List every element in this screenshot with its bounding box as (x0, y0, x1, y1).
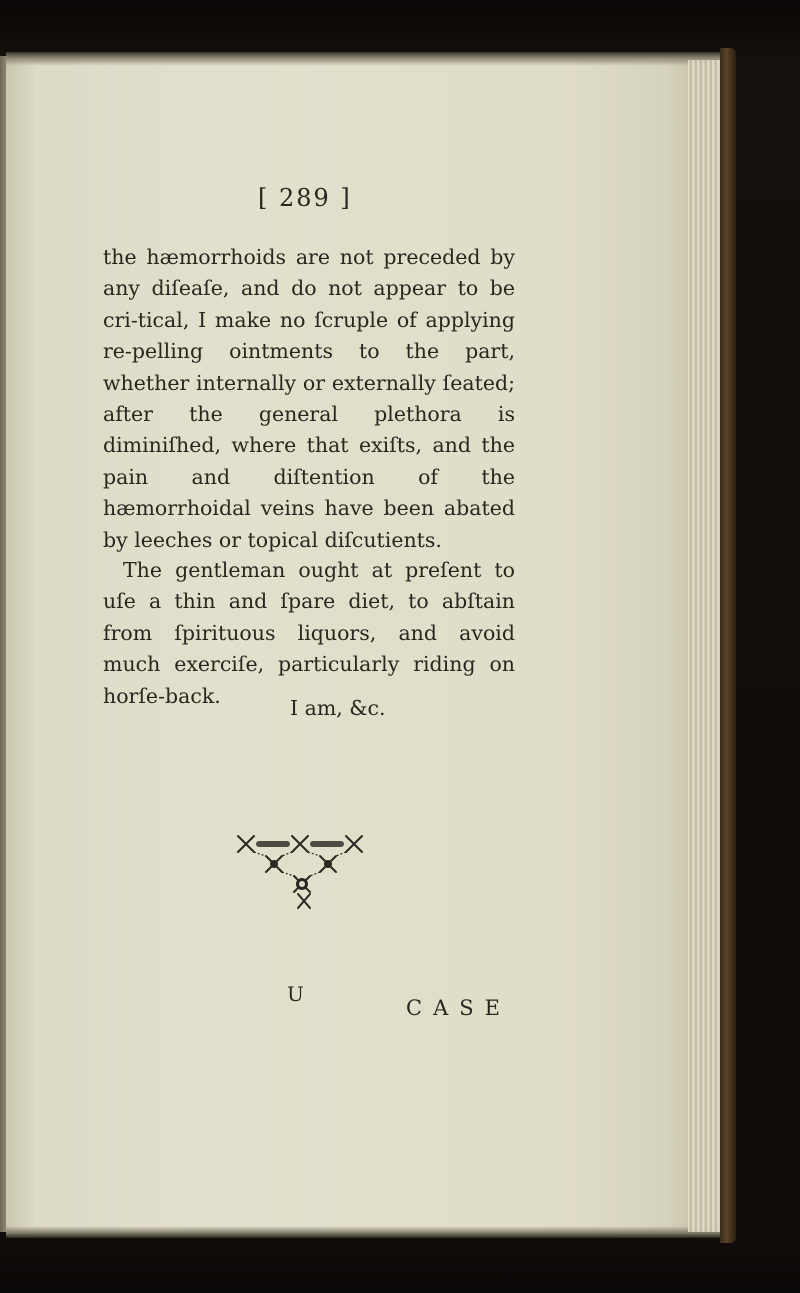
signature-mark: U (287, 982, 304, 1006)
paragraph-text: The gentleman ought at preſent to uſe a thin and ſpare diet, to abſtain from ſpirituous liquors, and avoid much exerciſe, particularly riding on horſe-back. (103, 558, 515, 708)
paragraph-text: the hæmorrhoids are not preceded by any diſeaſe, and do not appear to be cri-tical, I make no ſcruple of applying re-pelling ointments to the part, whether internally or externally ſeated; after the general plethora is diminiſhed, where that exiſts, and the pain and diſtention of the hæmorrhoidal veins have been abated by leeches or topical diſcutients. (103, 245, 515, 552)
page-number-header: [ 289 ] (258, 184, 352, 212)
catchword: CASE (406, 996, 511, 1020)
closing-salutation: I am, &c. (290, 696, 386, 720)
book-cover-edge (720, 48, 736, 1243)
paragraph-1 (103, 242, 515, 556)
printers-ornament-icon (232, 828, 380, 916)
paragraph-2 (103, 555, 515, 712)
